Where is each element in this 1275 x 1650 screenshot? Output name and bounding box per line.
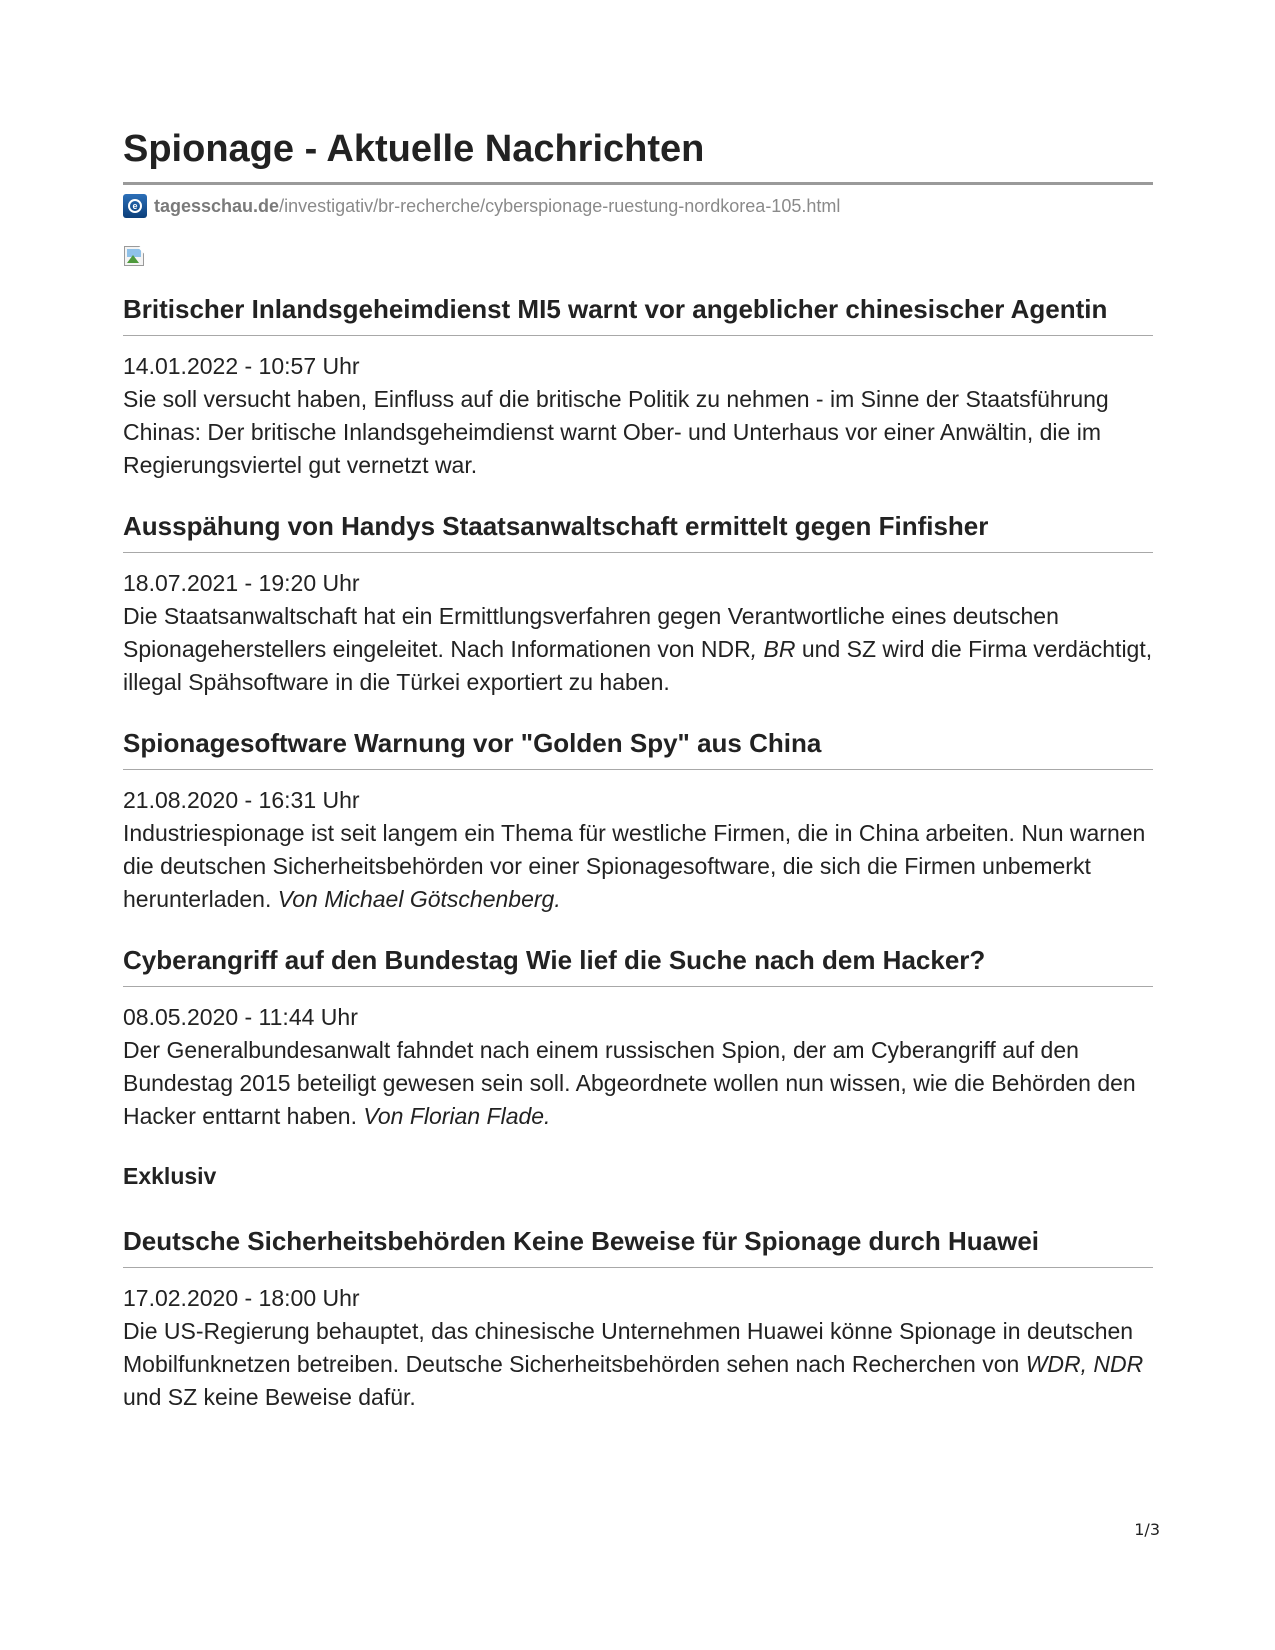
article-teaser-text: Die Staatsanwaltschaft hat ein Ermittlungsverfahren gegen Verantwortliche eines deutschen Spionageherstellers eingeleitet. Nach Informationen von NDR bbox=[123, 603, 1059, 662]
article-teaser-text: und SZ keine Beweise dafür. bbox=[123, 1384, 416, 1410]
article-teaser-text: Der Generalbundesanwalt fahndet nach einem russischen Spion, der am Cyberangriff auf den Bundestag 2015 beteiligt gewesen sein soll. Abgeordnete wollen nun wissen, wie die Behörden den Hacker enttarnt haben. bbox=[123, 1037, 1136, 1129]
article-date: 21.08.2020 - 16:31 Uhr bbox=[123, 787, 360, 813]
article-teaser bbox=[123, 600, 1153, 699]
article-teaser-italic: , BR bbox=[750, 636, 796, 662]
broken-image-icon bbox=[123, 245, 147, 269]
article-teaser bbox=[123, 1034, 1153, 1133]
article-item bbox=[123, 944, 1153, 1133]
article-date: 08.05.2020 - 11:44 Uhr bbox=[123, 1004, 358, 1030]
article-date: 18.07.2021 - 19:20 Uhr bbox=[123, 570, 360, 596]
article-item bbox=[123, 293, 1153, 482]
article-item bbox=[123, 1161, 1153, 1414]
exklusiv-label: Exklusiv bbox=[123, 1163, 217, 1189]
article-teaser-text: Industriespionage ist seit langem ein Thema für westliche Firmen, die in China arbeiten. Nun warnen die deutschen Sicherheitsbehörden vor einer Spionagesoftware, die sich die Firmen unbemerkt herunterladen. bbox=[123, 820, 1146, 912]
page-title: Spionage - Aktuelle Nachrichten bbox=[123, 126, 1153, 185]
article-teaser-italic: WDR, NDR bbox=[1025, 1351, 1144, 1377]
article-title[interactable]: Spionagesoftware Warnung vor "Golden Spy" aus China bbox=[123, 727, 1153, 770]
article-teaser: Sie soll versucht haben, Einfluss auf die britische Politik zu nehmen - im Sinne der Staatsführung Chinas: Der britische Inlandsgeheimdienst warnt Ober- und Unterhaus vor einer Anwältin, die im Regierungsviertel gut vernetzt war. bbox=[123, 386, 1109, 478]
article-date: 14.01.2022 - 10:57 Uhr bbox=[123, 353, 360, 379]
article-title[interactable]: Ausspähung von Handys Staatsanwaltschaft ermittelt gegen Finfisher bbox=[123, 510, 1153, 553]
article-teaser-text: Die US-Regierung behauptet, das chinesische Unternehmen Huawei könne Spionage in deutschen Mobilfunknetzen betreiben. Deutsche Sicherheitsbehörden sehen nach Recherchen von bbox=[123, 1318, 1134, 1377]
source-link[interactable] bbox=[123, 193, 1153, 219]
article-title[interactable]: Britischer Inlandsgeheimdienst MI5 warnt vor angeblicher chinesischer Agentin bbox=[123, 293, 1153, 336]
article-title[interactable]: Cyberangriff auf den Bundestag Wie lief die Suche nach dem Hacker? bbox=[123, 944, 1153, 987]
article-teaser-text: und SZ wird die Firma verdächtigt, illegal Spähsoftware in die Türkei exportiert zu haben. bbox=[123, 636, 1153, 695]
article-author: Von Michael Götschenberg. bbox=[277, 886, 561, 912]
article-item bbox=[123, 510, 1153, 699]
source-path[interactable]: /investigativ/br-recherche/cyberspionage-ruestung-nordkorea-105.html bbox=[279, 195, 841, 216]
article-date: 17.02.2020 - 18:00 Uhr bbox=[123, 1285, 360, 1311]
source-domain[interactable]: tagesschau.de bbox=[154, 195, 280, 216]
article-teaser bbox=[123, 1315, 1153, 1414]
page-number: 1/3 bbox=[1134, 1520, 1160, 1539]
document-page bbox=[123, 126, 1153, 1414]
article-item bbox=[123, 727, 1153, 916]
tagesschau-favicon-icon: e bbox=[123, 194, 147, 218]
article-title[interactable]: Deutsche Sicherheitsbehörden Keine Beweise für Spionage durch Huawei bbox=[123, 1225, 1153, 1268]
article-teaser bbox=[123, 817, 1153, 916]
article-author: Von Florian Flade. bbox=[363, 1103, 551, 1129]
